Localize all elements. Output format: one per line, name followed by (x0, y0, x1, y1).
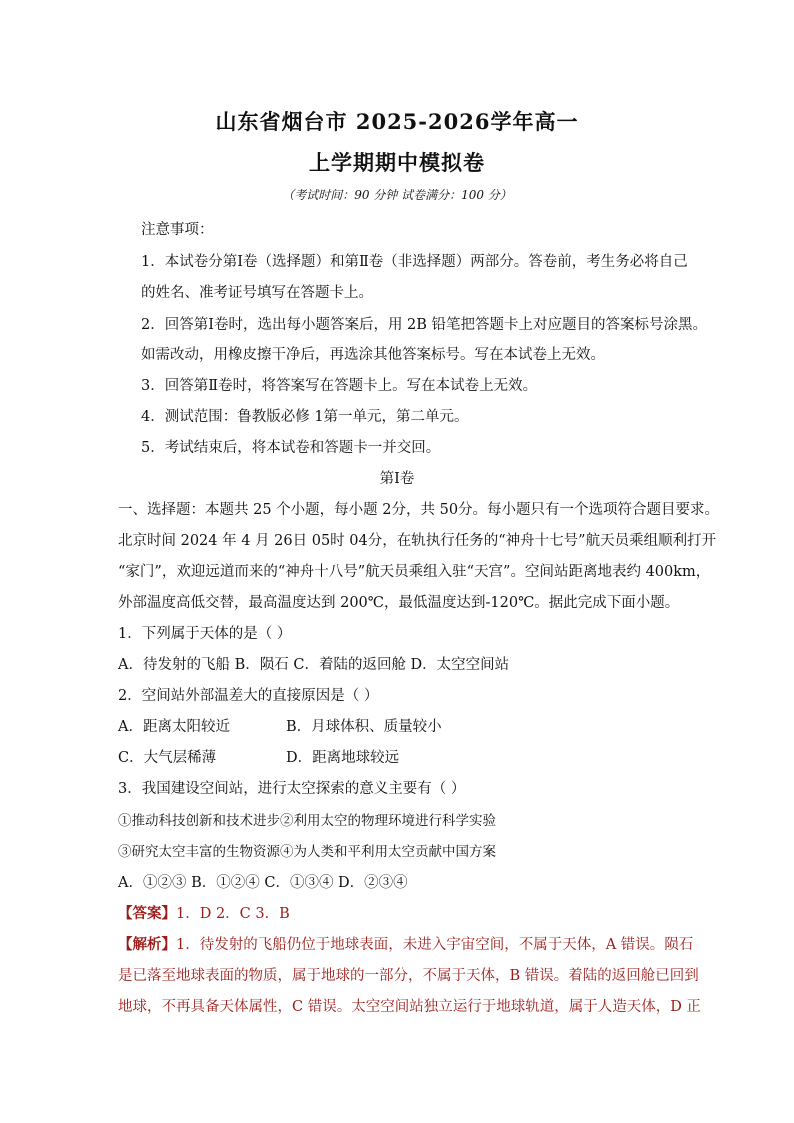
question-1-stem: 1．下列属于天体的是（ ） (118, 626, 292, 642)
volume-heading: 第Ⅰ卷 (379, 471, 415, 487)
question-2-option-c: C．大气层稀薄 (118, 750, 217, 766)
analysis-text: 1．待发射的飞船仍位于地球表面，未进入宇宙空间，不属于天体，A 错误。陨石 (176, 937, 694, 953)
question-1-options: A．待发射的飞船 B．陨石 C．着陆的返回舱 D．太空空间站 (118, 657, 510, 673)
notice-line: 2．回答第Ⅰ卷时，选出每小题答案后，用 2B 铅笔把答题卡上对应题目的答案标号涂黑。 (141, 317, 708, 333)
notice-line: 3．回答第Ⅱ卷时，将答案写在答题卡上。写在本试卷上无效。 (141, 378, 538, 394)
notice-heading: 注意事项： (141, 222, 214, 238)
analysis-line: 地球，不再具备天体属性，C 错误。太空空间站独立运行于地球轨道，属于人造天体，D 正 (118, 999, 701, 1015)
question-2-option-a: A．距离太阳较近 (118, 719, 230, 735)
notice-line: 4．测试范围：鲁教版必修 1第一单元，第二单元。 (141, 409, 469, 425)
question-3-item: ③研究太空丰富的生物资源④为人类和平利用太空贡献中国方案 (118, 844, 496, 860)
analysis-line (118, 933, 693, 954)
exam-time-info: （考试时间：90 分钟 试卷满分：100 分） (282, 188, 512, 202)
exam-title-line1: 山东省烟台市 2025-2026学年高一 (215, 109, 579, 134)
question-2-stem: 2．空间站外部温差大的直接原因是（ ） (118, 688, 379, 704)
answer-tag: 【答案】 (118, 905, 176, 922)
question-3-stem: 3．我国建设空间站，进行太空探索的意义主要有（ ） (118, 781, 466, 797)
notice-line: 如需改动，用橡皮擦干净后，再选涂其他答案标号。写在本试卷上无效。 (141, 347, 605, 363)
answer-text: 1．D 2．C 3．B (176, 906, 290, 922)
notice-line: 1．本试卷分第Ⅰ卷（选择题）和第Ⅱ卷（非选择题）两部分。答卷前，考生务必将自己 (141, 254, 688, 270)
notice-line: 的姓名、准考证号填写在答题卡上。 (141, 285, 373, 301)
section-instruction: 一、选择题：本题共 25 个小题，每小题 2分，共 50分。每小题只有一个选项符合题目要求。 (118, 502, 720, 518)
analysis-line: 是已落至地球表面的物质，属于地球的一部分，不属于天体，B 错误。着陆的返回舱已回到 (118, 968, 699, 984)
question-2-option-b: B．月球体积、质量较小 (286, 719, 442, 735)
question-3-options: A．①②③ B．①②④ C．①③④ D．②③④ (118, 875, 408, 891)
passage-line: 北京时间 2024 年 4 月 26日 05时 04分，在轨执行任务的“神舟十七号”航天员乘组顺利打开 (118, 533, 717, 549)
question-2-option-d: D．距离地球较远 (286, 750, 400, 766)
analysis-tag: 【解析】 (118, 936, 176, 953)
exam-title-line2: 上学期期中模拟卷 (309, 150, 485, 175)
passage-line: “家门”，欢迎远道而来的“神舟十八号”航天员乘组入驻“天宫”。空间站距离地表约 400km， (118, 564, 711, 580)
passage-line: 外部温度高低交替，最高温度达到 200℃，最低温度达到-120℃。据此完成下面小题。 (118, 595, 680, 611)
notice-line: 5．考试结束后，将本试卷和答题卡一并交回。 (141, 440, 441, 456)
answer-line (118, 902, 290, 923)
question-3-item: ①推动科技创新和技术进步②利用太空的物理环境进行科学实验 (118, 813, 496, 829)
